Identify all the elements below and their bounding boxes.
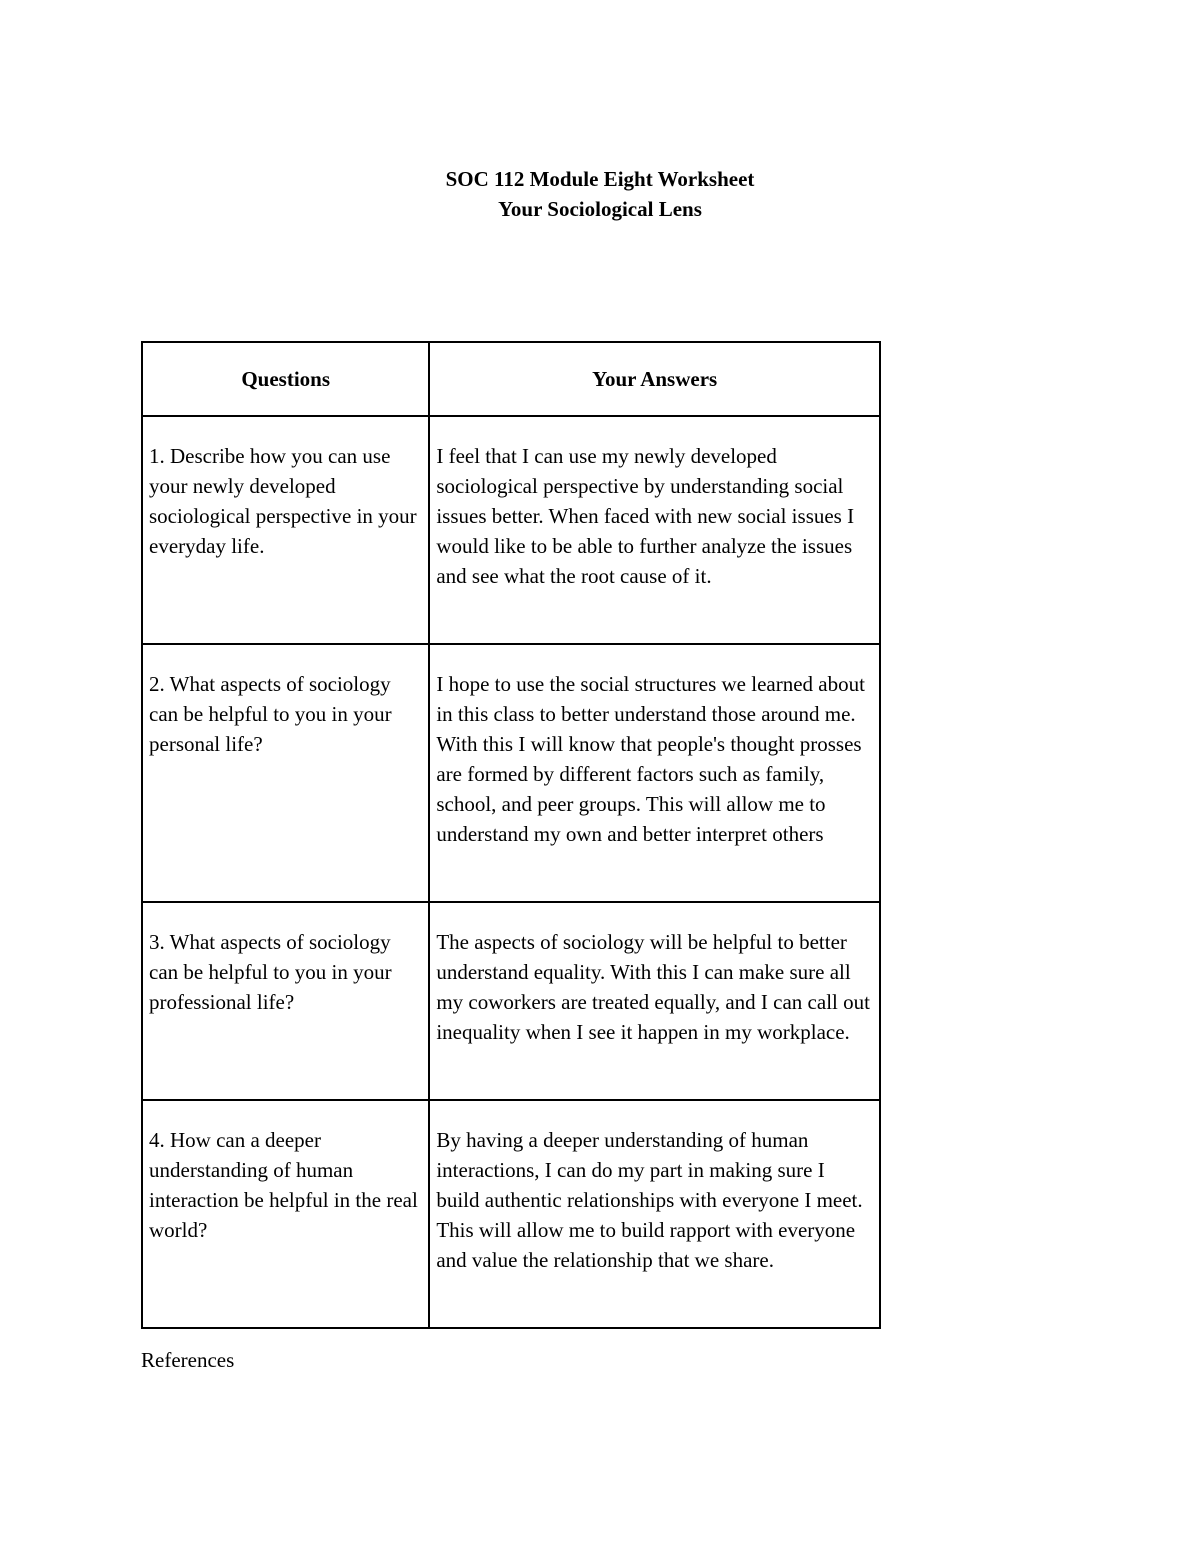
questions-header: Questions bbox=[142, 342, 429, 416]
document-title-block bbox=[0, 164, 1200, 224]
worksheet-table bbox=[141, 341, 881, 1329]
question-cell: 4. How can a deeper understanding of human interaction be helpful in the real world? bbox=[142, 1100, 429, 1328]
answer-cell: By having a deeper understanding of human interactions, I can do my part in making sure I build authentic relationships with everyone I meet. This will allow me to build rapport with everyone and value the relationship that we share. bbox=[429, 1100, 880, 1328]
answer-cell: The aspects of sociology will be helpful to better understand equality. With this I can make sure all my coworkers are treated equally, and I can call out inequality when I see it happen in my workplace. bbox=[429, 902, 880, 1100]
answers-header: Your Answers bbox=[429, 342, 880, 416]
references-heading: References bbox=[141, 1348, 235, 1372]
table-row bbox=[142, 644, 880, 902]
question-cell: 3. What aspects of sociology can be helpful to you in your professional life? bbox=[142, 902, 429, 1100]
answer-cell: I hope to use the social structures we learned about in this class to better understand those around me. With this I will know that people's thought prosses are formed by different factors such as family, school, and peer groups. This will allow me to understand my own and better interpret others bbox=[429, 644, 880, 902]
table-row bbox=[142, 1100, 880, 1328]
answer-cell: I feel that I can use my newly developed sociological perspective by understanding social issues better. When faced with new social issues I would like to be able to further analyze the issues and see what the root cause of it. bbox=[429, 416, 880, 644]
table-row bbox=[142, 902, 880, 1100]
question-cell: 2. What aspects of sociology can be helpful to you in your personal life? bbox=[142, 644, 429, 902]
table-header-row bbox=[142, 342, 880, 416]
table-row bbox=[142, 416, 880, 644]
question-cell: 1. Describe how you can use your newly developed sociological perspective in your everyday life. bbox=[142, 416, 429, 644]
document-subtitle: Your Sociological Lens bbox=[498, 197, 702, 221]
document-title: SOC 112 Module Eight Worksheet bbox=[445, 167, 755, 191]
